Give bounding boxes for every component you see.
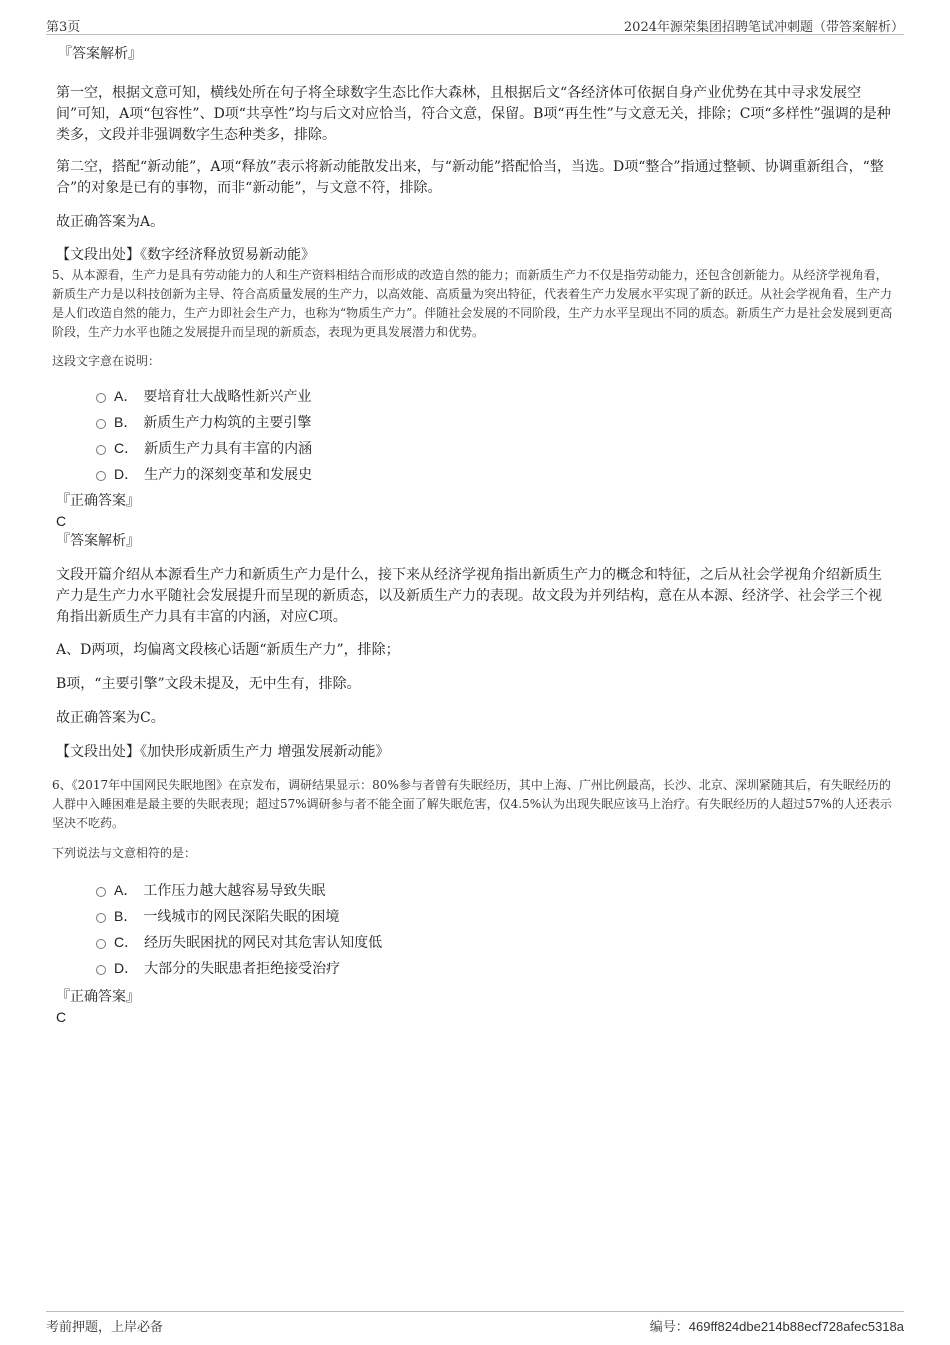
footer-slogan: 考前押题，上岸必备 bbox=[46, 1320, 164, 1335]
q6-answer: C bbox=[56, 1009, 67, 1025]
q6-stem: 6、《2017年中国网民失眠地图》在京发布，调研结果显示：80%参与者曾有失眠经历，其中上海、广州比例最高，长沙、北京、深圳紧随其后，有失眠经历的人群中入睡困难是最主要的失眠表现；超过57%调研参与者不能全面了解失眠危害，仅4.5%认为出现失眠应该马上治疗。有失眠经历的人超过57%的人还表示坚决不吃药。 bbox=[52, 778, 892, 830]
q5-options bbox=[96, 383, 894, 487]
q5-option-c[interactable] bbox=[96, 435, 894, 461]
option-text: 一线城市的网民深陷失眠的困境 bbox=[143, 909, 340, 925]
radio-icon[interactable] bbox=[96, 471, 106, 481]
q6-option-b[interactable] bbox=[96, 903, 894, 929]
q5-answer: C bbox=[56, 513, 67, 529]
radio-icon[interactable] bbox=[96, 939, 106, 949]
option-text: 新质生产力构筑的主要引擎 bbox=[143, 415, 312, 431]
q5-conclusion: 故正确答案为C。 bbox=[56, 710, 165, 726]
q5-analysis-paragraph-3: B项，“主要引擎”文段未提及，无中生有，排除。 bbox=[56, 676, 361, 692]
q6-option-d[interactable] bbox=[96, 955, 894, 981]
q4-source: 【文段出处】《数字经济释放贸易新动能》 bbox=[56, 247, 315, 263]
q6-option-a[interactable] bbox=[96, 877, 894, 903]
option-text: 要培育壮大战略性新兴产业 bbox=[143, 389, 312, 405]
q4-conclusion: 故正确答案为A。 bbox=[56, 214, 165, 230]
option-text: 工作压力越大越容易导致失眠 bbox=[143, 883, 326, 899]
option-text: 经历失眠困扰的网民对其危害认知度低 bbox=[144, 935, 383, 951]
option-letter: A． bbox=[114, 388, 138, 404]
q5-source: 【文段出处】《加快形成新质生产力 增强发展新动能》 bbox=[56, 744, 390, 760]
option-letter: B． bbox=[114, 908, 138, 924]
q5-analysis-label: 『答案解析』 bbox=[56, 533, 140, 549]
q5-question: 这段文字意在说明： bbox=[52, 354, 161, 368]
q6-question: 下列说法与文意相符的是： bbox=[52, 846, 197, 860]
radio-icon[interactable] bbox=[96, 913, 106, 923]
page-header bbox=[46, 14, 904, 35]
option-letter: A． bbox=[114, 882, 138, 898]
document-code-value: 469ff824dbe214b88ecf728afec5318a bbox=[688, 1319, 904, 1334]
document-title: 2024年源荣集团招聘笔试冲刺题（带答案解析） bbox=[623, 20, 904, 35]
q5-option-b[interactable] bbox=[96, 409, 894, 435]
main-content bbox=[52, 44, 894, 1027]
page-number: 第3页 bbox=[46, 20, 81, 35]
radio-icon[interactable] bbox=[96, 393, 106, 403]
q6-option-c[interactable] bbox=[96, 929, 894, 955]
document-code bbox=[650, 1316, 904, 1335]
q5-analysis-paragraph-1: 文段开篇介绍从本源看生产力和新质生产力是什么，接下来从经济学视角指出新质生产力的概念和特征，之后从社会学视角介绍新质生产力是生产力水平随社会发展提升而呈现的新质态，以及新质生产力的表现。故文段为并列结构，意在从本源、经济学、社会学三个视角指出新质生产力具有丰富的内涵，对应C项。 bbox=[56, 567, 882, 625]
q5-option-a[interactable] bbox=[96, 383, 894, 409]
option-letter: D． bbox=[114, 960, 139, 976]
option-letter: C． bbox=[114, 934, 139, 950]
radio-icon[interactable] bbox=[96, 887, 106, 897]
q5-option-d[interactable] bbox=[96, 461, 894, 487]
option-text: 新质生产力具有丰富的内涵 bbox=[144, 441, 313, 457]
q4-analysis-label: 『答案解析』 bbox=[58, 46, 142, 62]
q4-analysis-paragraph-1: 第一空，根据文意可知，横线处所在句子将全球数字生态比作大森林，且根据后文“各经济体可依据自身产业优势在其中寻求发展空间”可知，A项“包容性”、D项“共享性”均与后文对应恰当，符合文意，保留。B项“再生性”与文意无关，排除；C项“多样性”强调的是种类多，文段并非强调数字生态种类多，排除。 bbox=[56, 85, 891, 143]
option-letter: D． bbox=[114, 466, 139, 482]
radio-icon[interactable] bbox=[96, 419, 106, 429]
q5-analysis-paragraph-2: A、D两项，均偏离文段核心话题“新质生产力”，排除； bbox=[56, 642, 400, 658]
option-letter: C． bbox=[114, 440, 139, 456]
page-footer bbox=[46, 1311, 904, 1334]
option-text: 生产力的深刻变革和发展史 bbox=[144, 467, 313, 483]
q6-options bbox=[96, 877, 894, 981]
radio-icon[interactable] bbox=[96, 965, 106, 975]
q4-analysis-paragraph-2: 第二空，搭配“新动能”，A项“释放”表示将新动能散发出来，与“新动能”搭配恰当，当选。D项“整合”指通过整顿、协调重新组合，“整合”的对象是已有的事物，而非“新动能”，与文意不符，排除。 bbox=[56, 159, 884, 196]
document-code-label: 编号： bbox=[649, 1320, 689, 1335]
option-letter: B． bbox=[114, 414, 138, 430]
option-text: 大部分的失眠患者拒绝接受治疗 bbox=[144, 961, 341, 977]
radio-icon[interactable] bbox=[96, 445, 106, 455]
q6-answer-label: 『正确答案』 bbox=[56, 989, 140, 1005]
q5-answer-label: 『正确答案』 bbox=[56, 493, 140, 509]
q5-stem: 5、从本源看，生产力是具有劳动能力的人和生产资料相结合而形成的改造自然的能力；而新质生产力不仅是指劳动能力，还包含创新能力。从经济学视角看，新质生产力是以科技创新为主导、符合高质量发展的生产力，以高效能、高质量为突出特征，代表着生产力发展水平实现了新的跃迁。从社会学视角看，生产力是人们改造自然的能力，生产力即社会生产力，也称为“物质生产力”。伴随社会发展的不同阶段，生产力水平呈现出不同的质态。新质生产力是社会发展到更高阶段，生产力水平也随之发展提升而呈现的新质态，表现为更具发展潜力和优势。 bbox=[52, 268, 893, 339]
